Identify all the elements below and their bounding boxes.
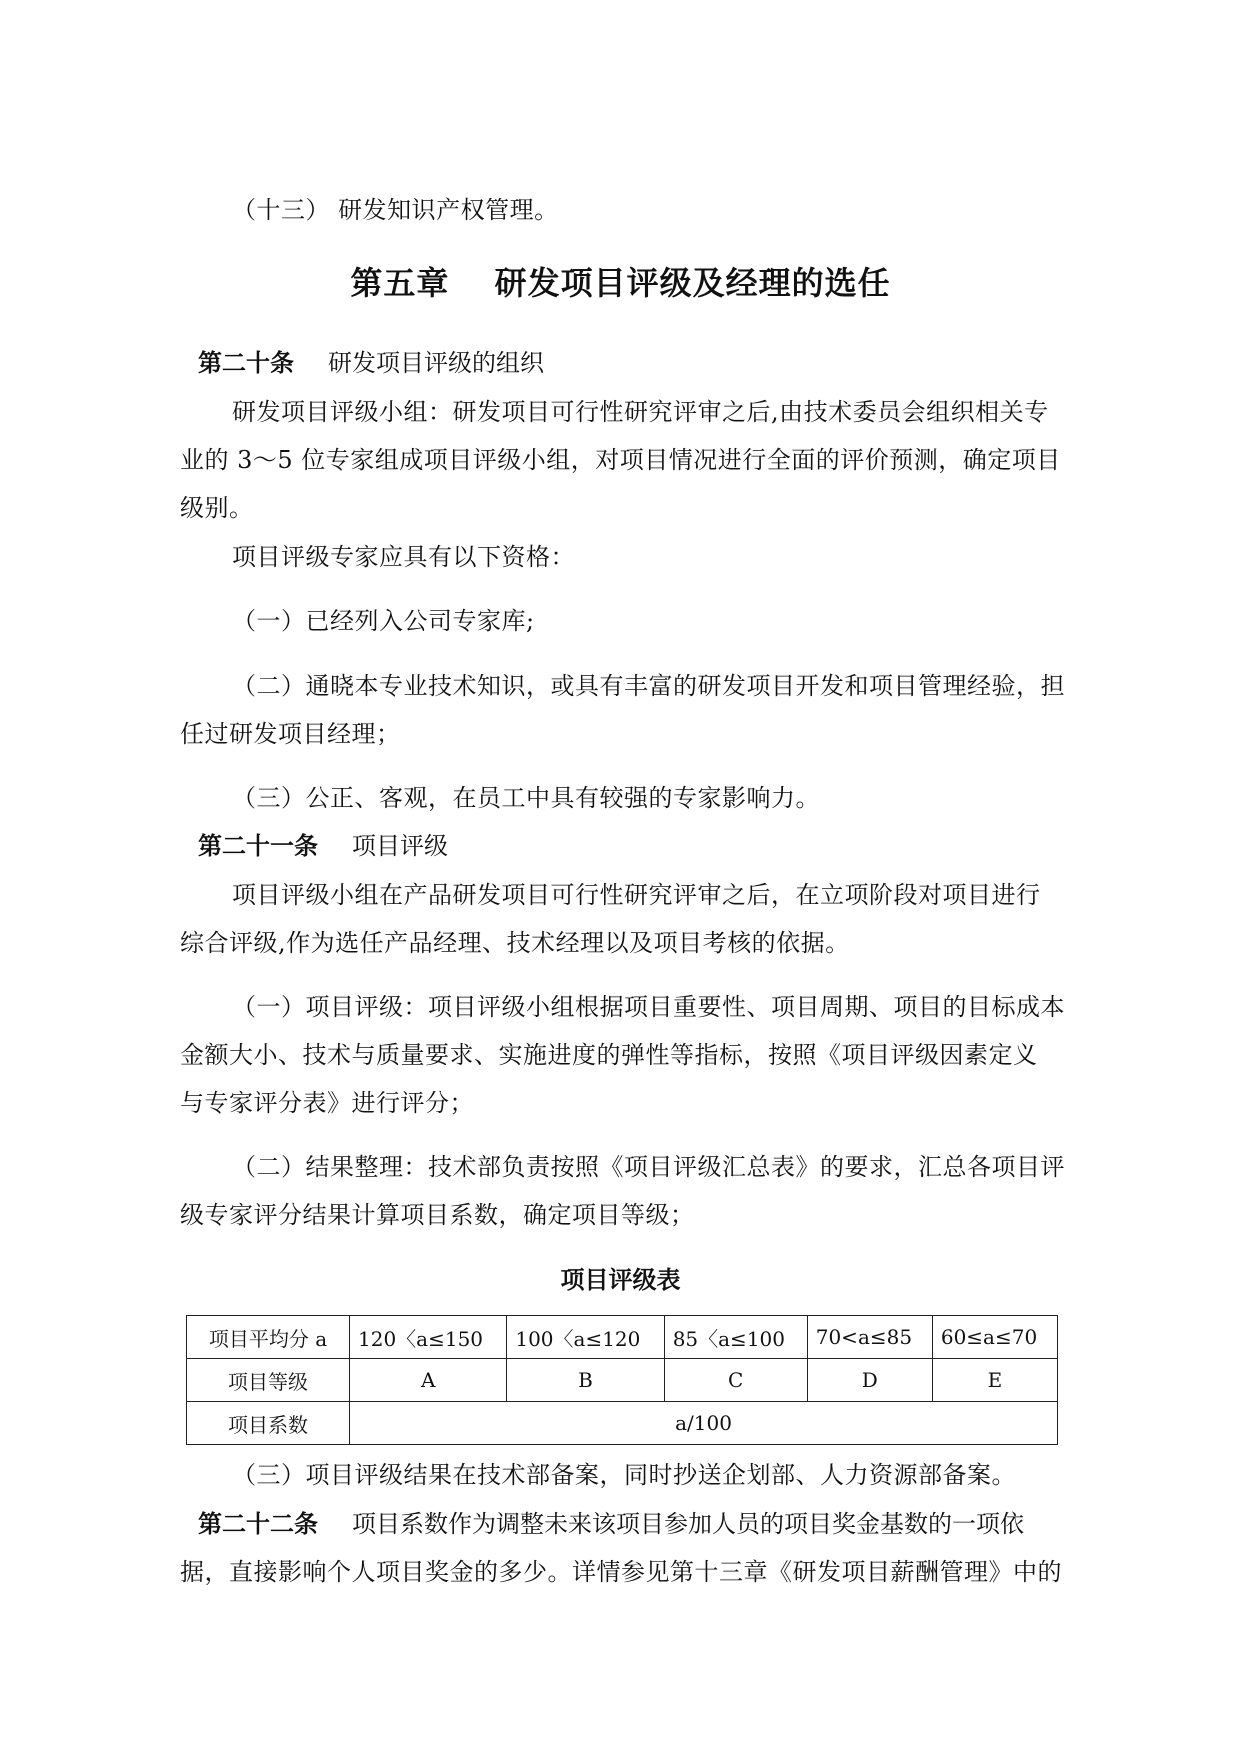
paragraph-line: 任过研发项目经理； xyxy=(180,720,401,748)
table-header-cell: 项目等级 xyxy=(187,1359,350,1402)
item-13: （十三） 研发知识产权管理。 xyxy=(232,196,559,224)
article-title: 研发项目评级的组织 xyxy=(328,349,544,377)
paragraph-line: 业的 3～5 位专家组成项目评级小组，对项目情况进行全面的评价预测，确定项目 xyxy=(180,446,1061,474)
paragraph-line: 与专家评分表》进行评分； xyxy=(180,1089,474,1117)
table-caption: 项目评级表 xyxy=(560,1266,681,1294)
table-row xyxy=(187,1359,1058,1402)
table-row xyxy=(187,1402,1058,1445)
paragraph-line: 项目评级专家应具有以下资格： xyxy=(232,543,575,571)
qualification-2: （二）通晓本专业技术知识，或具有丰富的研发项目开发和项目管理经验，担 xyxy=(232,672,1065,700)
table-cell: 70<a≤85 xyxy=(807,1316,932,1359)
table-cell: E xyxy=(932,1359,1057,1402)
article-number: 第二十条 xyxy=(198,349,294,377)
article-number: 第二十一条 xyxy=(198,832,318,860)
table-cell: 60≤a≤70 xyxy=(932,1316,1057,1359)
article-22-heading xyxy=(198,1507,1024,1541)
table-cell: 120〈a≤150 xyxy=(350,1316,507,1359)
paragraph-line: 综合评级,作为选任产品经理、技术经理以及项目考核的依据。 xyxy=(180,929,850,957)
paragraph-line: 项目评级小组在产品研发项目可行性研究评审之后，在立项阶段对项目进行 xyxy=(232,881,1041,909)
step-2: （二）结果整理：技术部负责按照《项目评级汇总表》的要求，汇总各项目评 xyxy=(232,1153,1065,1181)
table-cell: A xyxy=(350,1359,507,1402)
table-cell: B xyxy=(507,1359,664,1402)
paragraph-line: 级专家评分结果计算项目系数，确定项目等级； xyxy=(180,1201,695,1229)
paragraph-line: 研发项目评级小组：研发项目可行性研究评审之后,由技术委员会组织相关专 xyxy=(232,398,1049,426)
step-1: （一）项目评级：项目评级小组根据项目重要性、项目周期、项目的目标成本 xyxy=(232,993,1065,1021)
paragraph-line: 金额大小、技术与质量要求、实施进度的弹性等指标，按照《项目评级因素定义 xyxy=(180,1041,1038,1069)
article-text: 项目系数作为调整未来该项目参加人员的项目奖金基数的一项依 xyxy=(352,1510,1024,1538)
article-21-heading xyxy=(198,829,448,863)
table-cell: 100〈a≤120 xyxy=(507,1316,664,1359)
chapter-title: 第五章 研发项目评级及经理的选任 xyxy=(350,264,891,302)
table-cell: D xyxy=(807,1359,932,1402)
article-20-heading xyxy=(198,346,544,380)
table-cell: 85〈a≤100 xyxy=(664,1316,807,1359)
paragraph-line: 级别。 xyxy=(180,494,254,522)
step-3: （三）项目评级结果在技术部备案，同时抄送企划部、人力资源部备案。 xyxy=(232,1461,1016,1489)
paragraph-line: 据，直接影响个人项目奖金的多少。详情参见第十三章《研发项目薪酬管理》中的 xyxy=(180,1558,1062,1586)
article-number: 第二十二条 xyxy=(198,1510,318,1538)
article-title: 项目评级 xyxy=(352,832,448,860)
qualification-1: （一）已经列入公司专家库; xyxy=(232,607,535,635)
table-row xyxy=(187,1316,1058,1359)
table-header-cell: 项目系数 xyxy=(187,1402,350,1445)
project-grade-table xyxy=(186,1315,1058,1445)
qualification-3: （三）公正、客观，在员工中具有较强的专家影响力。 xyxy=(232,784,820,812)
table-header-cell: 项目平均分 a xyxy=(187,1316,350,1359)
table-cell: C xyxy=(664,1359,807,1402)
table-cell: a/100 xyxy=(350,1402,1058,1445)
